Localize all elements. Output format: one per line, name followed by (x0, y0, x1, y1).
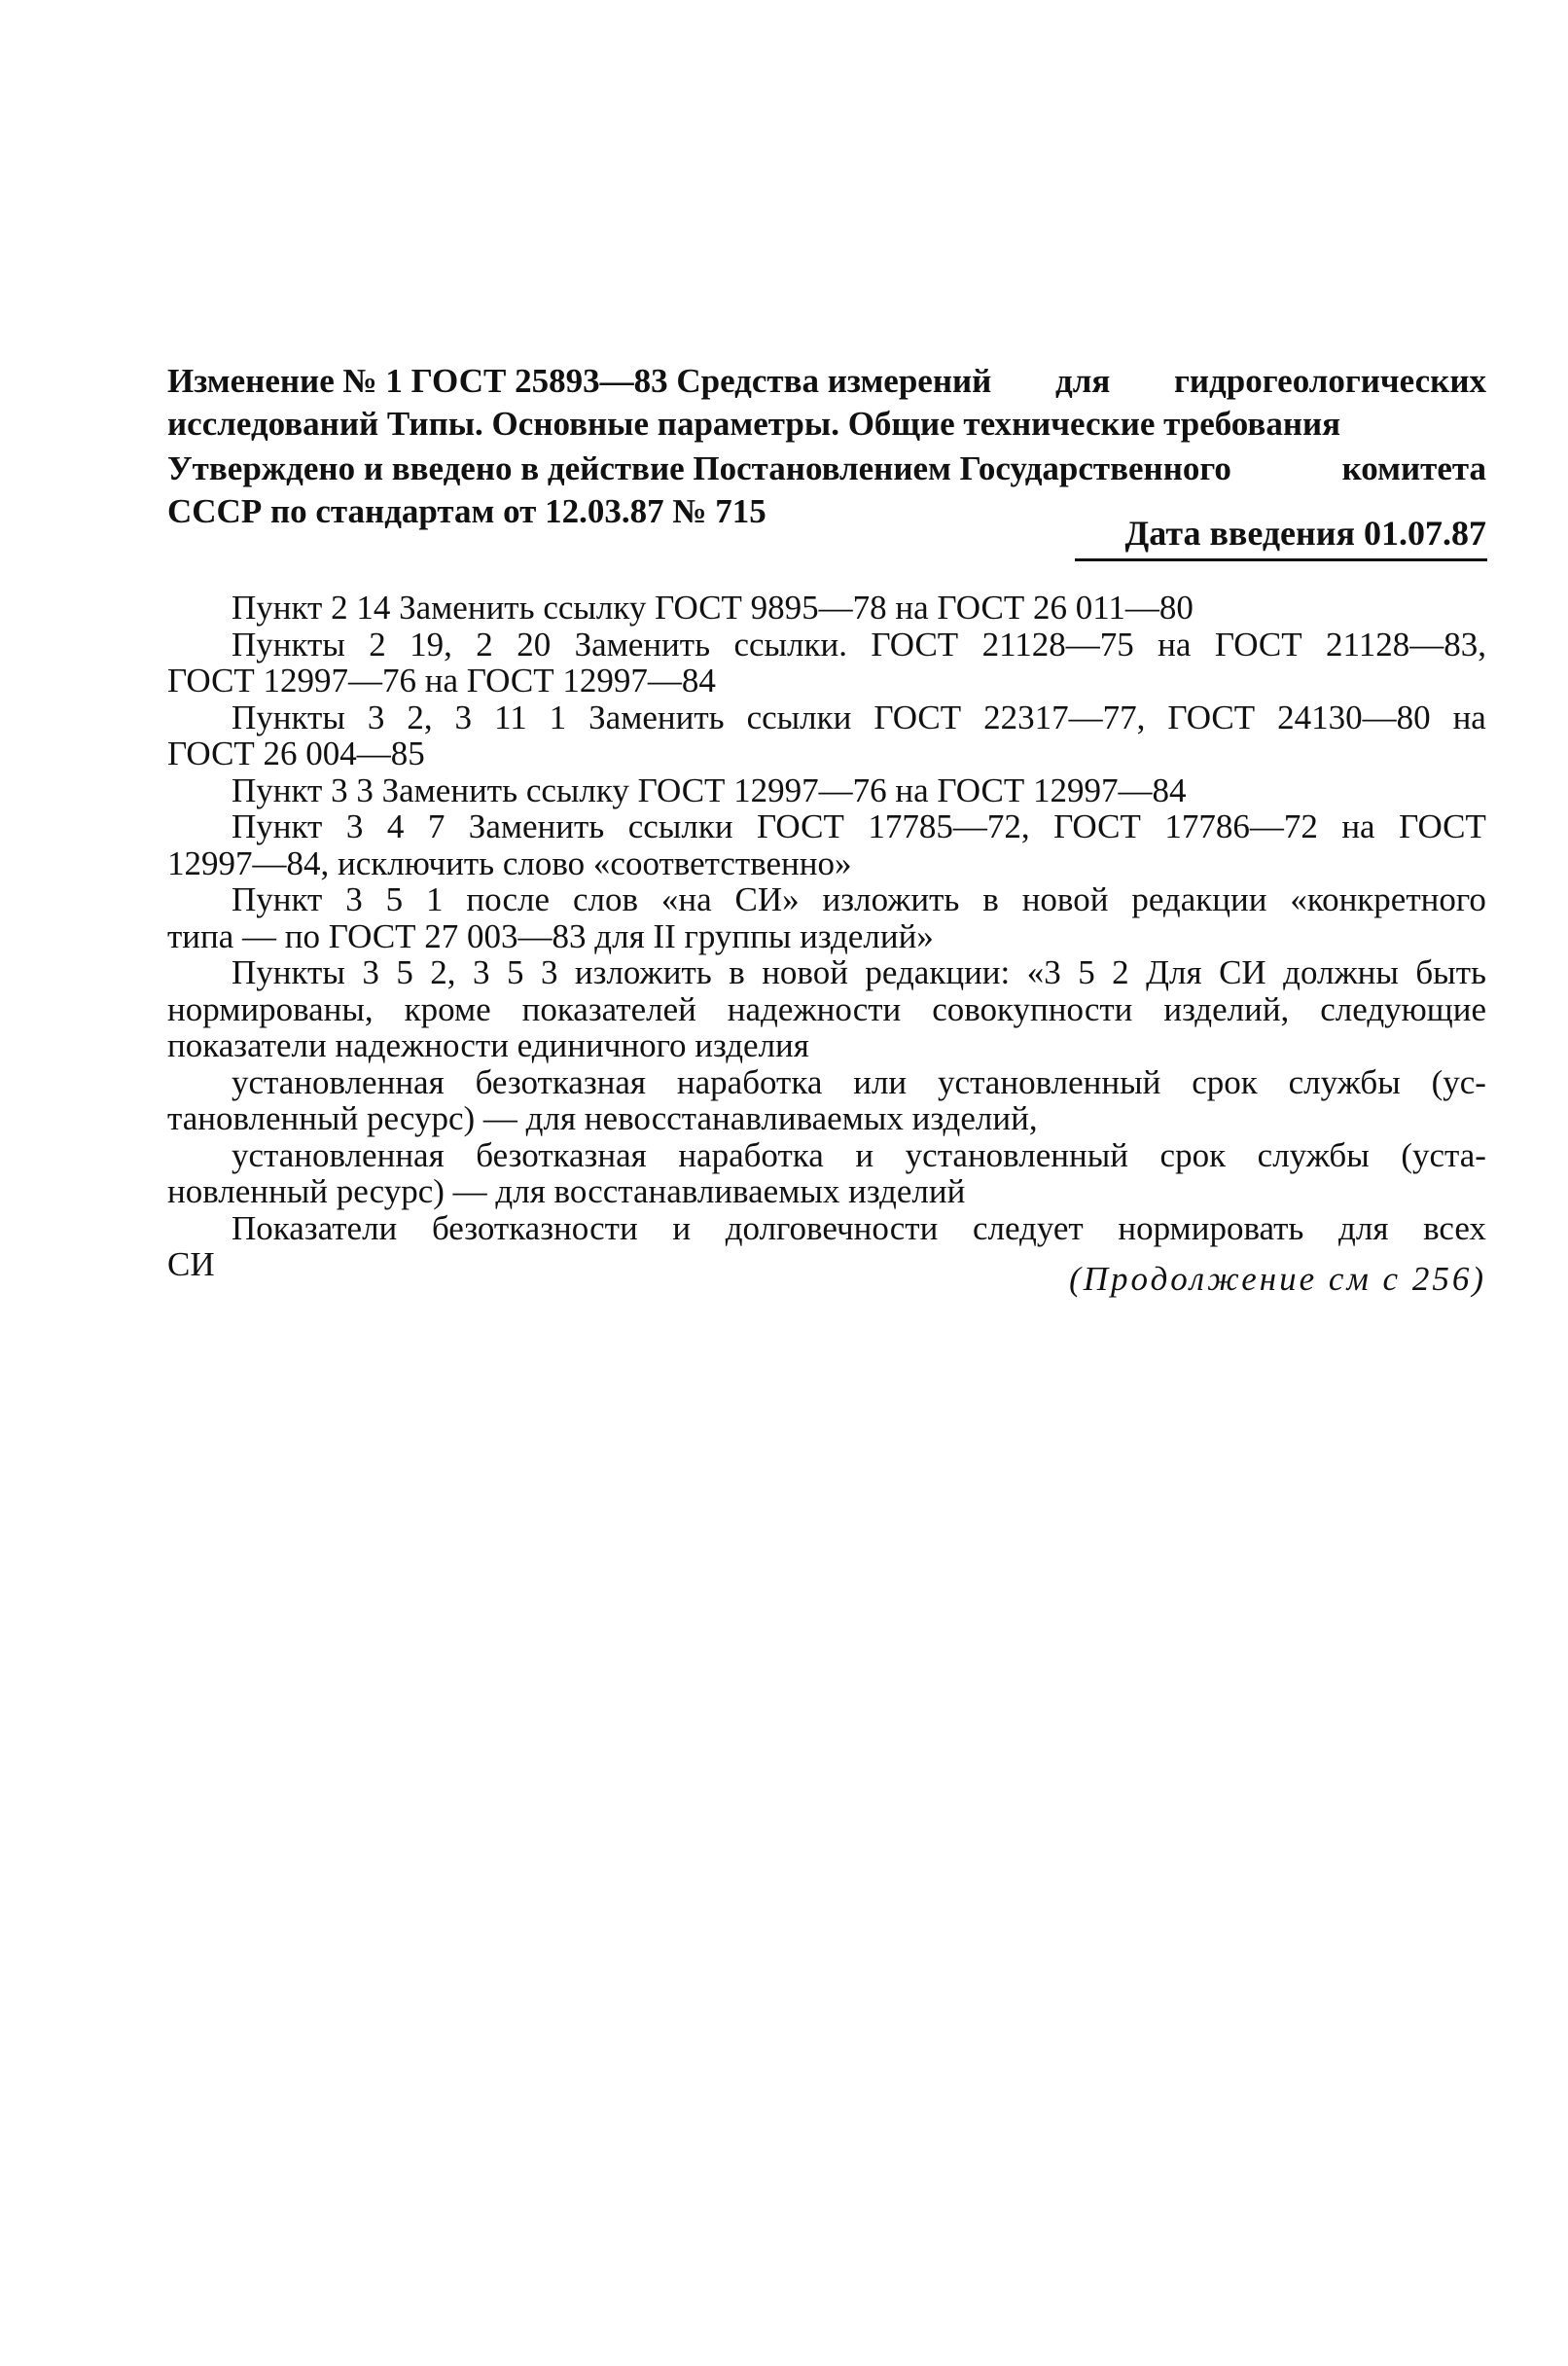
body-word: всех (1423, 1208, 1486, 1247)
title-text-part: исследований Типы. Основные параметры. Общие технические требования (167, 405, 1341, 443)
body-word: 3 (345, 880, 363, 918)
body-word: 24130—80 (1277, 698, 1431, 736)
body-word: Пункты (232, 953, 345, 991)
body-line (167, 663, 1486, 699)
body-word: Заменить (574, 625, 711, 663)
amendment-body (167, 590, 1486, 1283)
body-line (167, 881, 1486, 918)
body-word: изложить (574, 953, 712, 991)
effective-date: Дата введения 01.07.87 (1124, 514, 1486, 553)
body-word: Пункт (232, 880, 323, 918)
body-word: 2 (1112, 953, 1129, 991)
body-line-text: 12997—84, исключить слово «соответственно» (167, 843, 852, 882)
body-line-text: Пункт 3 3 Заменить ссылку ГОСТ 12997—76 на ГОСТ 12997—84 (232, 771, 1187, 809)
body-line-text: СИ (167, 1245, 215, 1283)
date-underline (1075, 558, 1487, 561)
approval-text-part: СССР по стандартам от 12.03.87 № 715 (167, 492, 766, 530)
body-word: ГОСТ (1053, 807, 1141, 845)
continuation-note: (Продолжение см с 256) (1069, 1260, 1486, 1298)
body-line-text: новленный ресурс) — для восстанавливаемых изделий (167, 1172, 966, 1210)
body-word: новой (1021, 880, 1109, 918)
body-word: Заменить (468, 807, 605, 845)
title-text-part: Изменение № 1 ГОСТ 25893—83 Средства измерений (167, 362, 992, 400)
body-word: службы (1288, 1062, 1401, 1101)
amendment-title (167, 360, 1486, 446)
body-word: новой (762, 953, 848, 991)
body-word: ссылки (746, 698, 852, 736)
body-word: 19, (410, 625, 452, 663)
body-word: ГОСТ (1167, 698, 1256, 736)
body-word: ГОСТ (871, 625, 959, 663)
body-line (167, 991, 1486, 1028)
title-line-2 (167, 403, 1486, 446)
body-word: 2 (476, 625, 493, 663)
body-word: в (982, 880, 999, 918)
body-word: ГОСТ (1214, 625, 1302, 663)
body-line (167, 1064, 1486, 1101)
body-word: 11 (494, 698, 527, 736)
body-word: 22317—77, (983, 698, 1146, 736)
body-word: Пункты (232, 698, 345, 736)
body-word: ГОСТ (1399, 807, 1486, 845)
body-word: для (1338, 1208, 1389, 1247)
body-line (167, 1027, 1486, 1064)
body-line-text: Пункт 2 14 Заменить ссылку ГОСТ 9895—78 на ГОСТ 26 011—80 (232, 589, 1194, 627)
body-word: 20 (517, 625, 552, 663)
body-word: после (466, 880, 551, 918)
body-line (167, 845, 1486, 882)
body-word: 5 (396, 953, 413, 991)
approval-text-part: Утверждено и введено в действие Постановлением Государственного (167, 449, 1231, 487)
body-word: установленный (938, 1062, 1161, 1101)
body-line (167, 627, 1486, 663)
body-word: и (855, 1135, 874, 1174)
body-word: 1 (426, 880, 444, 918)
body-line (167, 1173, 1486, 1210)
body-word: безотказная (476, 1135, 647, 1174)
body-word: нормированы, (167, 989, 374, 1028)
body-word: наработка (678, 1135, 824, 1174)
body-word: (уста- (1401, 1135, 1486, 1174)
body-word: на (1158, 625, 1192, 663)
body-word: безотказности (431, 1208, 638, 1247)
body-word: 3 (362, 953, 379, 991)
body-word: редакции: (865, 953, 1011, 991)
body-word: нормировать (1118, 1208, 1304, 1247)
body-word: СИ» (734, 880, 800, 918)
body-word: 3 (345, 807, 364, 845)
body-word: долговечности (725, 1208, 939, 1247)
body-word: 3 (540, 953, 558, 991)
body-word: кроме (404, 989, 491, 1028)
body-line (167, 699, 1486, 736)
body-line-text: тановленный ресурс) — для невосстанавливаемых изделий, (167, 1099, 1038, 1137)
body-word: должны (1283, 953, 1399, 991)
body-word: установленный (905, 1135, 1128, 1174)
body-word: СИ (1219, 953, 1266, 991)
body-word: ГОСТ (757, 807, 844, 845)
body-line (167, 918, 1486, 955)
body-word: слов (572, 880, 638, 918)
body-word: 17786—72 (1164, 807, 1318, 845)
body-word: Пункт (232, 807, 323, 845)
body-word: надежности (727, 989, 902, 1028)
body-line-text: ГОСТ 12997—76 на ГОСТ 12997—84 (167, 662, 716, 699)
body-word: службы (1257, 1135, 1370, 1174)
body-word: 3 (454, 698, 473, 736)
body-word: безотказная (475, 1062, 647, 1101)
body-word: наработка (676, 1062, 823, 1101)
body-word: установленная (232, 1135, 445, 1174)
body-line (167, 772, 1486, 809)
body-word: 7 (427, 807, 445, 845)
body-word: изделий, (1163, 989, 1290, 1028)
body-line (167, 735, 1486, 772)
approval-text-part: комитета (1341, 449, 1486, 487)
body-line (167, 1100, 1486, 1137)
body-word: на (1452, 698, 1486, 736)
body-word: «3 (1026, 953, 1061, 991)
title-text-part: для (1055, 362, 1111, 400)
approval-line-1 (167, 448, 1486, 490)
body-word: 5 (506, 953, 524, 991)
body-word: следует (972, 1208, 1084, 1247)
body-word: в (729, 953, 745, 991)
title-text-part: гидрогеологических (1174, 362, 1486, 400)
body-word: (ус- (1431, 1062, 1486, 1101)
body-word: ссылки (627, 807, 733, 845)
body-word: 21128—83, (1326, 625, 1486, 663)
title-line-1 (167, 360, 1486, 403)
body-word: Пункты (232, 625, 345, 663)
body-word: 2 (369, 625, 386, 663)
body-word: установленная (232, 1062, 445, 1101)
body-word: 3 (367, 698, 385, 736)
body-word: ГОСТ (873, 698, 962, 736)
body-line (167, 954, 1486, 991)
body-word: 21128—75 (981, 625, 1134, 663)
body-word: Показатели (232, 1208, 398, 1247)
body-line (167, 1210, 1486, 1247)
body-line-text: показатели надежности единичного изделия (167, 1026, 809, 1064)
body-word: и (672, 1208, 692, 1247)
body-word: на (1341, 807, 1375, 845)
body-word: Для (1146, 953, 1202, 991)
body-word: 2, (430, 953, 456, 991)
body-word: 17785—72, (868, 807, 1030, 845)
body-word: 5 (1078, 953, 1095, 991)
body-word: показателей (521, 989, 696, 1028)
body-word: изложить (822, 880, 960, 918)
body-word: 2, (407, 698, 433, 736)
body-word: 5 (385, 880, 404, 918)
body-word: Заменить (588, 698, 725, 736)
body-line (167, 590, 1486, 627)
body-word: 1 (549, 698, 567, 736)
body-word: 3 (473, 953, 490, 991)
body-word: срок (1159, 1135, 1227, 1174)
body-word: ссылки. (733, 625, 847, 663)
body-word: редакции (1131, 880, 1267, 918)
body-word: или (853, 1062, 908, 1101)
body-word: совокупности (932, 989, 1133, 1028)
body-line (167, 808, 1486, 845)
body-line-text: типа — по ГОСТ 27 003—83 для II группы изделий» (167, 916, 934, 955)
body-line-text: ГОСТ 26 004—85 (167, 735, 425, 772)
body-word: «конкретного (1290, 880, 1486, 918)
body-word: «на (660, 880, 712, 918)
body-word: быть (1415, 953, 1486, 991)
body-word: 4 (386, 807, 405, 845)
body-word: срок (1192, 1062, 1258, 1101)
body-word: следующие (1320, 989, 1486, 1028)
body-line (167, 1137, 1486, 1174)
